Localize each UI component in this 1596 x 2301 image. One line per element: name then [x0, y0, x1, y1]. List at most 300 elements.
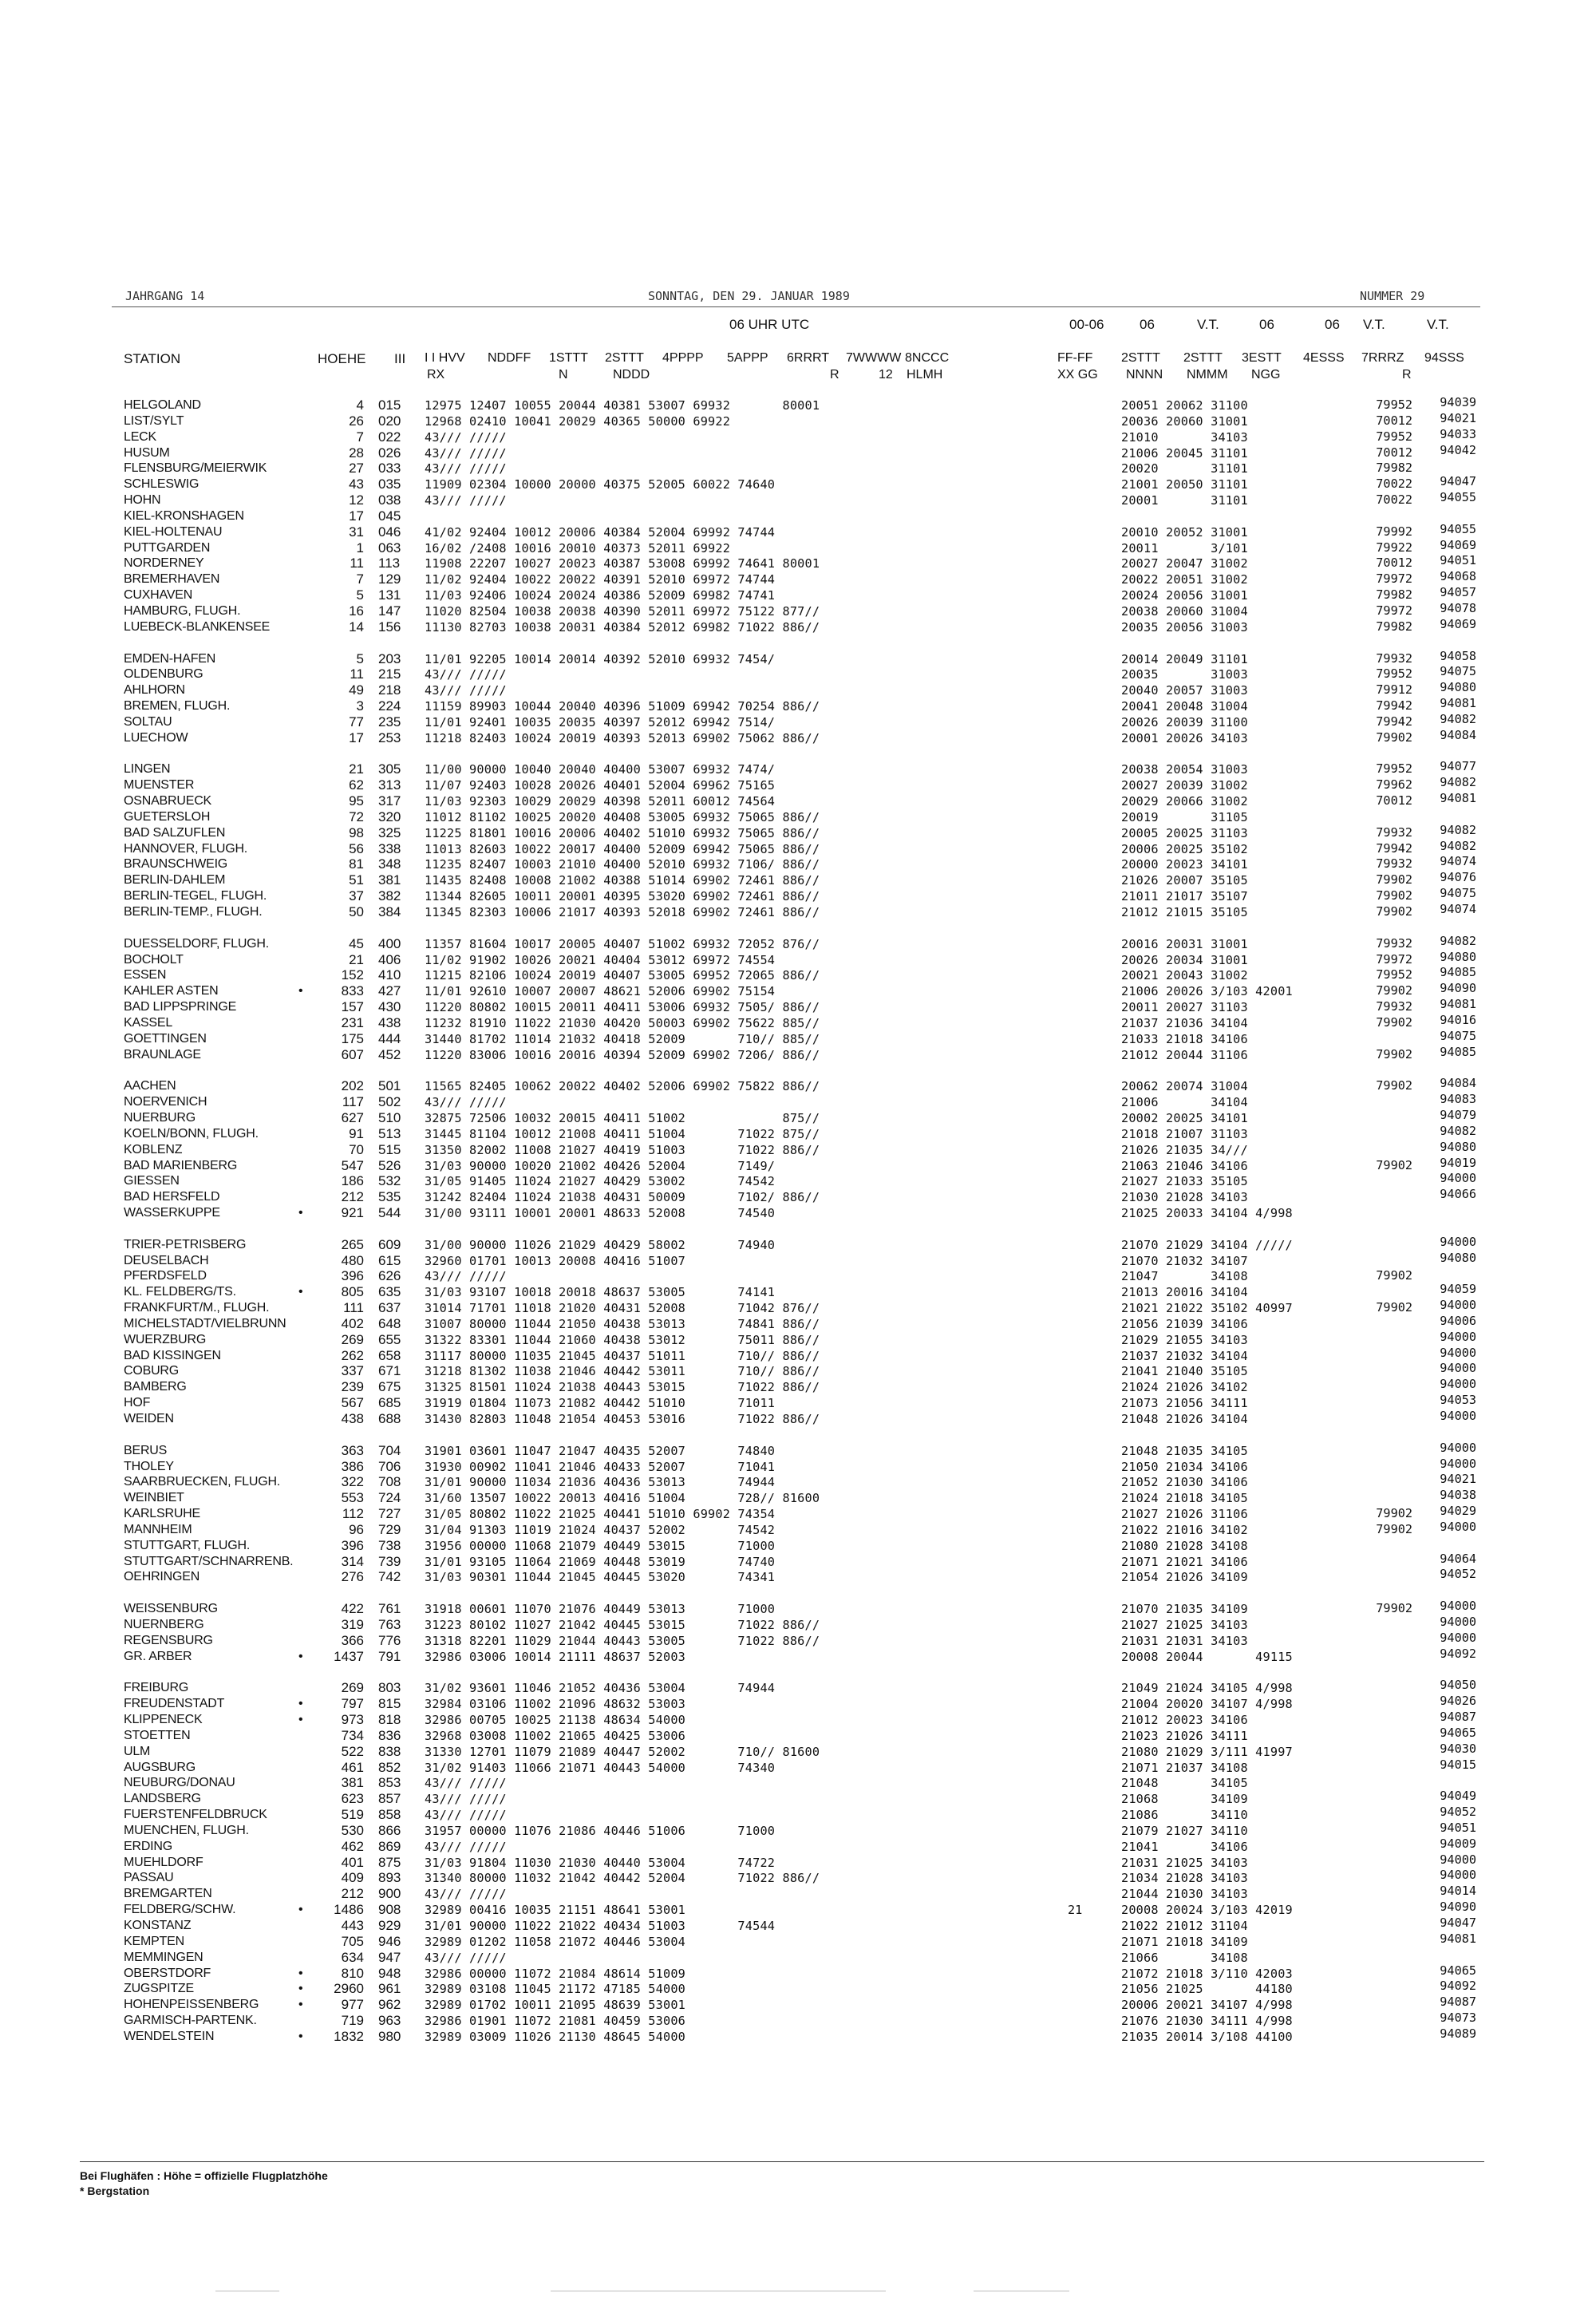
- table-row: [0, 1107, 1596, 1126]
- station-height: 607: [341, 1046, 364, 1062]
- snow-group-94sss: 94000: [1440, 1361, 1476, 1376]
- mountain-station-marker: •: [298, 1713, 303, 1727]
- station-name: DEUSELBACH: [124, 1253, 209, 1267]
- station-name: STUTTGART/SCHNARRENB.: [124, 1554, 294, 1568]
- supplementary-groups: 20036 20060 31001: [1121, 413, 1248, 429]
- synop-groups: 11565 82405 10062 20022 40402 52006 69902 75822 886//: [425, 1079, 820, 1094]
- mountain-station-marker: •: [298, 1998, 303, 2012]
- station-index: 893: [378, 1870, 401, 1886]
- precip-group-7rrrz: 79972: [1376, 603, 1412, 618]
- supplementary-groups: 20027 20047 31002: [1121, 556, 1248, 571]
- snow-group-94sss: 94082: [1440, 822, 1476, 837]
- station-height: 17: [349, 508, 364, 524]
- synop-groups: 31242 82404 11024 21038 40431 50009 7102/ 886//: [425, 1190, 820, 1205]
- group-spacer: [0, 920, 1596, 936]
- supplementary-groups: 21048 21026 34104: [1121, 1412, 1248, 1426]
- table-row: [0, 1630, 1596, 1649]
- station-name: LINGEN: [124, 762, 171, 777]
- station-name: LUECHOW: [124, 730, 188, 745]
- station-index: 317: [378, 793, 401, 809]
- supplementary-groups: 20010 20052 31001: [1121, 524, 1248, 540]
- snow-group-94sss: 94068: [1440, 569, 1476, 584]
- synop-groups: 31340 80000 11032 21042 40442 52004 71022 886//: [425, 1871, 820, 1886]
- station-index: 658: [378, 1347, 401, 1363]
- synop-groups: 31901 03601 11047 21047 40435 52007 74840: [425, 1443, 776, 1458]
- snow-group-94sss: 94057: [1440, 585, 1476, 600]
- group-spacer: [0, 1221, 1596, 1237]
- group-spacer: [0, 635, 1596, 651]
- footnote-airports: Bei Flughäfen : Höhe = offizielle Flugplatzhöhe: [80, 2169, 328, 2182]
- supplementary-groups: 21012 20044 31106: [1121, 1047, 1248, 1062]
- snow-group-94sss: 94000: [1440, 1298, 1476, 1313]
- precip-group-7rrrz: 79902: [1376, 729, 1412, 745]
- station-name: FLENSBURG/MEIERWIK: [124, 461, 267, 476]
- supplementary-groups: 21022 21016 34102: [1121, 1522, 1248, 1537]
- precip-group-7rrrz: 70012: [1376, 555, 1412, 571]
- table-row: [0, 1012, 1596, 1031]
- supplementary-groups: 20026 20034 31001: [1121, 952, 1248, 967]
- table-row: [0, 1139, 1596, 1158]
- station-index: 704: [378, 1442, 401, 1458]
- station-index: 235: [378, 714, 401, 729]
- table-row: [0, 555, 1596, 571]
- station-name: KLIPPENECK: [124, 1713, 203, 1727]
- table-row: [0, 1775, 1596, 1791]
- station-height: 112: [342, 1506, 364, 1522]
- station-name: BERLIN-TEMP., FLUGH.: [124, 905, 263, 919]
- table-row: [0, 1852, 1596, 1871]
- station-name: KEMPTEN: [124, 1934, 184, 1948]
- snow-group-94sss: 94000: [1440, 1630, 1476, 1645]
- table-row: [0, 1918, 1596, 1934]
- station-height: 28: [349, 445, 364, 461]
- precip-group-7rrrz: 79982: [1376, 587, 1412, 603]
- station-index: 384: [378, 904, 401, 919]
- station-name: ERDING: [124, 1839, 173, 1853]
- station-index: 510: [378, 1109, 401, 1125]
- group-spacer: [0, 746, 1596, 762]
- precip-group-7rrrz: 70012: [1376, 413, 1412, 428]
- table-row: [0, 1155, 1596, 1174]
- supplementary-groups: 20024 20056 31001: [1121, 588, 1248, 603]
- table-row: [0, 1284, 1596, 1300]
- station-index: 869: [378, 1838, 401, 1854]
- synop-groups: 31445 81104 10012 21008 40411 51004 71022 875//: [425, 1126, 820, 1141]
- synop-groups: 43/// /////: [425, 1776, 507, 1791]
- synop-groups: 11130 82703 10038 20031 40384 52012 69982 71022 886//: [425, 619, 820, 635]
- table-row: [0, 648, 1596, 667]
- synop-groups: 31440 81702 11014 21032 40418 52009 710// 885//: [425, 1031, 820, 1046]
- station-index: 763: [378, 1616, 401, 1632]
- station-index: 033: [378, 461, 401, 476]
- station-height: 51: [349, 872, 364, 888]
- station-height: 175: [341, 1030, 364, 1046]
- synop-groups: 11232 81910 11022 21030 40420 50003 69902 75622 885//: [425, 1015, 820, 1030]
- station-index: 857: [378, 1791, 401, 1807]
- station-height: 319: [341, 1616, 364, 1632]
- snow-group-94sss: 94082: [1440, 1123, 1476, 1138]
- table-row: [0, 537, 1596, 556]
- snow-group-94sss: 94075: [1440, 1028, 1476, 1043]
- station-index: 038: [378, 492, 401, 508]
- synop-groups: 41/02 92404 10012 20006 40384 52004 69992 74744: [425, 524, 776, 540]
- synop-groups: 31/01 90000 11034 21036 40436 53013 74944: [425, 1475, 776, 1490]
- table-row: [0, 1234, 1596, 1253]
- station-name: BOCHOLT: [124, 952, 184, 967]
- station-index: 791: [378, 1648, 401, 1664]
- station-index: 962: [378, 1997, 401, 2013]
- supplementary-groups: 20014 20049 31101: [1121, 651, 1248, 666]
- station-height: 797: [341, 1696, 364, 1712]
- snow-group-94sss: 94006: [1440, 1313, 1476, 1328]
- station-index: 129: [378, 571, 401, 587]
- group-06-c: 06: [1325, 317, 1340, 332]
- sub-r2: R: [1402, 368, 1412, 382]
- station-name: KIEL-HOLTENAU: [124, 524, 223, 539]
- col-4pppp: 4PPPP: [662, 351, 704, 365]
- synop-groups: 43/// /////: [425, 1950, 507, 1965]
- snow-group-94sss: 94073: [1440, 2010, 1476, 2026]
- station-height: 547: [341, 1157, 364, 1173]
- supplementary-groups: 21011 21017 35107: [1121, 889, 1248, 904]
- station-height: 805: [341, 1284, 364, 1300]
- station-index: 215: [378, 666, 401, 682]
- station-name: HAMBURG, FLUGH.: [124, 603, 241, 618]
- table-row: [0, 1538, 1596, 1554]
- station-height: 56: [349, 840, 364, 856]
- station-height: 98: [349, 824, 364, 840]
- snow-group-94sss: 94089: [1440, 2026, 1476, 2041]
- snow-group-94sss: 94016: [1440, 1012, 1476, 1027]
- station-index: 513: [378, 1125, 401, 1141]
- sub-nddd: NDDD: [613, 368, 650, 382]
- supplementary-groups: 21027 21025 34103: [1121, 1617, 1248, 1632]
- synop-groups: 11159 89903 10044 20040 40396 51009 69942 70254 886//: [425, 699, 820, 714]
- snow-group-94sss: 94039: [1440, 395, 1476, 409]
- station-index: 635: [378, 1284, 401, 1300]
- station-index: 761: [378, 1601, 401, 1617]
- snow-group-94sss: 94052: [1440, 1805, 1476, 1820]
- station-height: 11: [350, 555, 364, 571]
- snow-group-94sss: 94080: [1440, 680, 1476, 695]
- precip-group-7rrrz: 79982: [1376, 619, 1412, 634]
- station-height: 409: [341, 1870, 364, 1886]
- sub-nnnn: NNNN: [1126, 368, 1163, 382]
- table-row: [0, 397, 1596, 413]
- station-index: 532: [378, 1173, 401, 1189]
- station-height: 45: [349, 935, 364, 951]
- station-name: FREIBURG: [124, 1681, 189, 1695]
- station-height: 96: [349, 1521, 364, 1537]
- table-row: [0, 1456, 1596, 1475]
- snow-group-94sss: 94081: [1440, 1931, 1476, 1946]
- table-row: [0, 1870, 1596, 1886]
- station-index: 045: [378, 508, 401, 524]
- synop-groups: 43/// /////: [425, 493, 507, 508]
- synop-groups: 32968 03008 11002 21065 40425 53006: [425, 1728, 686, 1743]
- table-row: [0, 1519, 1596, 1538]
- supplementary-groups: 21001 20050 31101: [1121, 477, 1248, 492]
- synop-groups: 12968 02410 10041 20029 40365 50000 69922: [425, 413, 731, 429]
- snow-group-94sss: 94052: [1440, 1567, 1476, 1582]
- synop-groups: 32960 01701 10013 20008 40416 51007: [425, 1253, 686, 1268]
- precip-group-7rrrz: 79902: [1376, 1300, 1412, 1315]
- synop-groups: 31218 81302 11038 21046 40442 53011 710// 886//: [425, 1364, 820, 1379]
- snow-group-94sss: 94087: [1440, 1710, 1476, 1725]
- station-index: 671: [378, 1363, 401, 1379]
- supplementary-groups: 21041 34106: [1121, 1839, 1248, 1854]
- station-name: CUXHAVEN: [124, 588, 193, 603]
- station-index: 400: [378, 935, 401, 951]
- station-index: 022: [378, 429, 401, 445]
- station-height: 386: [341, 1458, 364, 1474]
- table-row: [0, 1741, 1596, 1760]
- station-name: BAD SALZUFLEN: [124, 825, 226, 840]
- station-height: 462: [341, 1838, 364, 1854]
- supplementary-groups: 21080 21028 34108: [1121, 1538, 1248, 1553]
- station-height: 231: [341, 1014, 364, 1030]
- supplementary-groups: 21063 21046 34106: [1121, 1158, 1248, 1173]
- supplementary-groups: 21027 21033 35105: [1121, 1174, 1248, 1189]
- supplementary-groups: 21056 21025 44180: [1121, 1982, 1293, 1997]
- mountain-station-marker: •: [298, 984, 303, 998]
- station-height: 265: [341, 1236, 364, 1252]
- station-name: PUTTGARDEN: [124, 540, 211, 555]
- station-height: 95: [349, 793, 364, 809]
- precip-group-7rrrz: 79992: [1376, 524, 1412, 539]
- station-name: HOF: [124, 1396, 151, 1410]
- station-height: 21: [349, 951, 364, 967]
- station-name: WUERZBURG: [124, 1332, 207, 1346]
- station-name: HELGOLAND: [124, 398, 201, 412]
- snow-group-94sss: 94066: [1440, 1187, 1476, 1202]
- table-row: [0, 1078, 1596, 1094]
- supplementary-groups: 21006 20045 31101: [1121, 445, 1248, 461]
- station-name: MUENCHEN, FLUGH.: [124, 1823, 249, 1837]
- station-name: FELDBERG/SCHW.: [124, 1903, 236, 1917]
- station-index: 131: [378, 587, 401, 603]
- supplementary-groups: 20038 20054 31003: [1121, 762, 1248, 777]
- supplementary-groups: 20022 20051 31002: [1121, 572, 1248, 587]
- station-name: HOHENPEISSENBERG: [124, 1998, 259, 2012]
- table-row: [0, 1997, 1596, 2013]
- synop-groups: 31956 00000 11068 21079 40449 53015 71000: [425, 1538, 776, 1553]
- synop-groups: 43/// /////: [425, 429, 507, 445]
- precip-group: 21: [1068, 1903, 1083, 1918]
- snow-group-94sss: 94047: [1440, 474, 1476, 489]
- station-name: KAHLER ASTEN: [124, 984, 219, 998]
- station-index: 113: [378, 555, 401, 571]
- station-index: 438: [378, 1014, 401, 1030]
- snow-group-94sss: 94000: [1440, 1171, 1476, 1186]
- station-index: 147: [378, 603, 401, 619]
- station-index: 427: [378, 983, 401, 999]
- col-hoehe: HOEHE: [318, 351, 366, 366]
- synop-groups: 31350 82002 11008 21027 40419 51003 71022 886//: [425, 1142, 820, 1157]
- synop-groups: 32984 03106 11002 21096 48632 53003: [425, 1697, 686, 1712]
- station-index: 946: [378, 1933, 401, 1949]
- station-index: 948: [378, 1965, 401, 1981]
- synop-groups: 31/60 13507 10022 20013 40416 51004 728// 81600: [425, 1491, 820, 1506]
- precip-group-7rrrz: 79932: [1376, 824, 1412, 840]
- synop-groups: 32989 01702 10011 21095 48639 53001: [425, 1998, 686, 2013]
- table-row: [0, 711, 1596, 730]
- station-index: 836: [378, 1727, 401, 1743]
- sub-nmmm: NMMM: [1187, 368, 1228, 382]
- precip-group-7rrrz: 79912: [1376, 682, 1412, 698]
- supplementary-groups: 21031 21031 34103: [1121, 1633, 1248, 1648]
- col-ihvv: I I HVV: [425, 351, 465, 365]
- station-index: 708: [378, 1474, 401, 1490]
- snow-group-94sss: 94065: [1440, 1963, 1476, 1978]
- table-row: [0, 1123, 1596, 1142]
- snow-group-94sss: 94092: [1440, 1979, 1476, 1994]
- supplementary-groups: 21035 20014 3/108 44100: [1121, 2029, 1293, 2044]
- table-row: [0, 698, 1596, 714]
- station-name: BREMGARTEN: [124, 1887, 212, 1901]
- station-height: 31: [349, 524, 364, 540]
- col-2sttt-c: 2STTT: [1183, 351, 1223, 365]
- supplementary-groups: 20038 20060 31004: [1121, 603, 1248, 619]
- station-height: 366: [341, 1632, 364, 1648]
- sub-ngg: NGG: [1251, 368, 1281, 382]
- synop-groups: 31/03 90301 11044 21045 40445 53020 74341: [425, 1570, 776, 1585]
- station-name: BAMBERG: [124, 1380, 187, 1394]
- table-row: [0, 933, 1596, 952]
- station-name: MUENSTER: [124, 778, 195, 793]
- station-height: 262: [341, 1347, 364, 1363]
- supplementary-groups: 21012 20023 34106: [1121, 1713, 1248, 1728]
- synop-groups: 43/// /////: [425, 1887, 507, 1902]
- synop-groups: 32989 01202 11058 21072 40446 53004: [425, 1934, 686, 1949]
- synop-groups: 31/04 91303 11019 21024 40437 52002 74542: [425, 1522, 776, 1537]
- supplementary-groups: 21025 20033 34104 4/998: [1121, 1206, 1293, 1221]
- snow-group-94sss: 94047: [1440, 1916, 1476, 1930]
- mountain-station-marker: •: [298, 1903, 303, 1917]
- table-row: [0, 1506, 1596, 1522]
- supplementary-groups: 21048 34105: [1121, 1776, 1248, 1791]
- precip-group-7rrrz: 79932: [1376, 999, 1412, 1014]
- header-rule: [112, 306, 1480, 307]
- col-iii: III: [394, 351, 406, 366]
- synop-groups: 11220 80802 10015 20011 40411 53006 69932 7505/ 886//: [425, 1000, 820, 1015]
- table-row: [0, 1490, 1596, 1506]
- supplementary-groups: 21023 21026 34111: [1121, 1728, 1248, 1743]
- station-index: 866: [378, 1822, 401, 1838]
- station-index: 020: [378, 413, 401, 429]
- sub-rx: RX: [427, 368, 445, 382]
- supplementary-groups: 21010 34103: [1121, 429, 1248, 445]
- station-index: 430: [378, 999, 401, 1015]
- snow-group-94sss: 94000: [1440, 1614, 1476, 1629]
- synop-groups: 32989 00416 10035 21151 48641 53001: [425, 1903, 686, 1918]
- table-row: [0, 1173, 1596, 1189]
- snow-group-94sss: 94038: [1440, 1488, 1476, 1503]
- col-station: STATION: [124, 351, 181, 366]
- table-row: [0, 1569, 1596, 1585]
- station-name: KARLSRUHE: [124, 1507, 201, 1521]
- station-height: 26: [349, 413, 364, 429]
- group-06utc: 06 UHR UTC: [729, 317, 810, 332]
- table-row: [0, 521, 1596, 540]
- station-index: 738: [378, 1537, 401, 1553]
- synop-groups: 43/// /////: [425, 445, 507, 461]
- supplementary-groups: 21071 21018 34109: [1121, 1934, 1248, 1949]
- snow-group-94sss: 94074: [1440, 854, 1476, 869]
- synop-groups: 31957 00000 11076 21086 40446 51006 71000: [425, 1823, 776, 1838]
- table-row: [0, 1931, 1596, 1950]
- supplementary-groups: 21070 21035 34109: [1121, 1602, 1248, 1617]
- station-name: LECK: [124, 429, 156, 444]
- station-height: 833: [341, 983, 364, 999]
- station-name: HANNOVER, FLUGH.: [124, 841, 248, 856]
- station-height: 21: [349, 761, 364, 777]
- snow-group-94sss: 94069: [1440, 537, 1476, 552]
- station-name: NOERVENICH: [124, 1095, 207, 1109]
- supplementary-groups: 20008 20044 49115: [1121, 1649, 1293, 1664]
- station-index: 963: [378, 2013, 401, 2029]
- station-index: 410: [378, 967, 401, 983]
- synop-groups: 11344 82605 10011 20001 40395 53020 69902 72461 886//: [425, 889, 820, 904]
- snow-group-94sss: 94092: [1440, 1646, 1476, 1661]
- supplementary-groups: 20021 20043 31002: [1121, 968, 1248, 983]
- synop-groups: 31007 80000 11044 21050 40438 53013 74841 886//: [425, 1316, 820, 1331]
- station-height: 49: [349, 682, 364, 698]
- station-height: 27: [349, 461, 364, 476]
- snow-group-94sss: 94026: [1440, 1694, 1476, 1709]
- station-index: 609: [378, 1236, 401, 1252]
- station-name: AHLHORN: [124, 683, 185, 698]
- supplementary-groups: 21026 20007 35105: [1121, 873, 1248, 888]
- station-index: 046: [378, 524, 401, 540]
- station-name: WEIDEN: [124, 1412, 174, 1425]
- station-height: 269: [341, 1680, 364, 1696]
- station-index: 338: [378, 840, 401, 856]
- station-index: 320: [378, 809, 401, 824]
- supplementary-groups: 20051 20062 31100: [1121, 398, 1248, 413]
- supplementary-groups: 21030 21028 34103: [1121, 1190, 1248, 1205]
- station-index: 381: [378, 872, 401, 888]
- table-row: [0, 761, 1596, 777]
- table-row: [0, 508, 1596, 524]
- station-height: 91: [349, 1125, 364, 1141]
- station-height: 72: [349, 809, 364, 824]
- synop-groups: 11/01 92610 10007 20007 48621 52006 69902 75154: [425, 984, 776, 999]
- snow-group-94sss: 94059: [1440, 1282, 1476, 1297]
- table-row: [0, 1820, 1596, 1839]
- supplementary-groups: 21054 21026 34109: [1121, 1570, 1248, 1585]
- station-height: 117: [342, 1094, 364, 1110]
- supplementary-groups: 21068 34109: [1121, 1792, 1248, 1807]
- station-height: 37: [349, 888, 364, 904]
- station-height: 276: [341, 1569, 364, 1585]
- station-name: BAD HERSFELD: [124, 1190, 220, 1204]
- synop-groups: 11435 82408 10008 21002 40388 51014 69902 72461 886//: [425, 873, 820, 888]
- table-row: [0, 587, 1596, 603]
- mountain-station-marker: •: [298, 1982, 303, 1996]
- mountain-station-marker: •: [298, 1206, 303, 1220]
- mountain-station-marker: •: [298, 1697, 303, 1711]
- station-index: 063: [378, 540, 401, 555]
- precip-group-7rrrz: 79972: [1376, 571, 1412, 587]
- synop-groups: 32989 03009 11026 21130 48645 54000: [425, 2029, 686, 2044]
- group-spacer: [0, 1427, 1596, 1443]
- precip-group-7rrrz: 79942: [1376, 714, 1412, 729]
- station-height: 17: [349, 729, 364, 745]
- precip-group-7rrrz: 79922: [1376, 540, 1412, 555]
- station-height: 77: [349, 714, 364, 729]
- station-height: 734: [341, 1727, 364, 1743]
